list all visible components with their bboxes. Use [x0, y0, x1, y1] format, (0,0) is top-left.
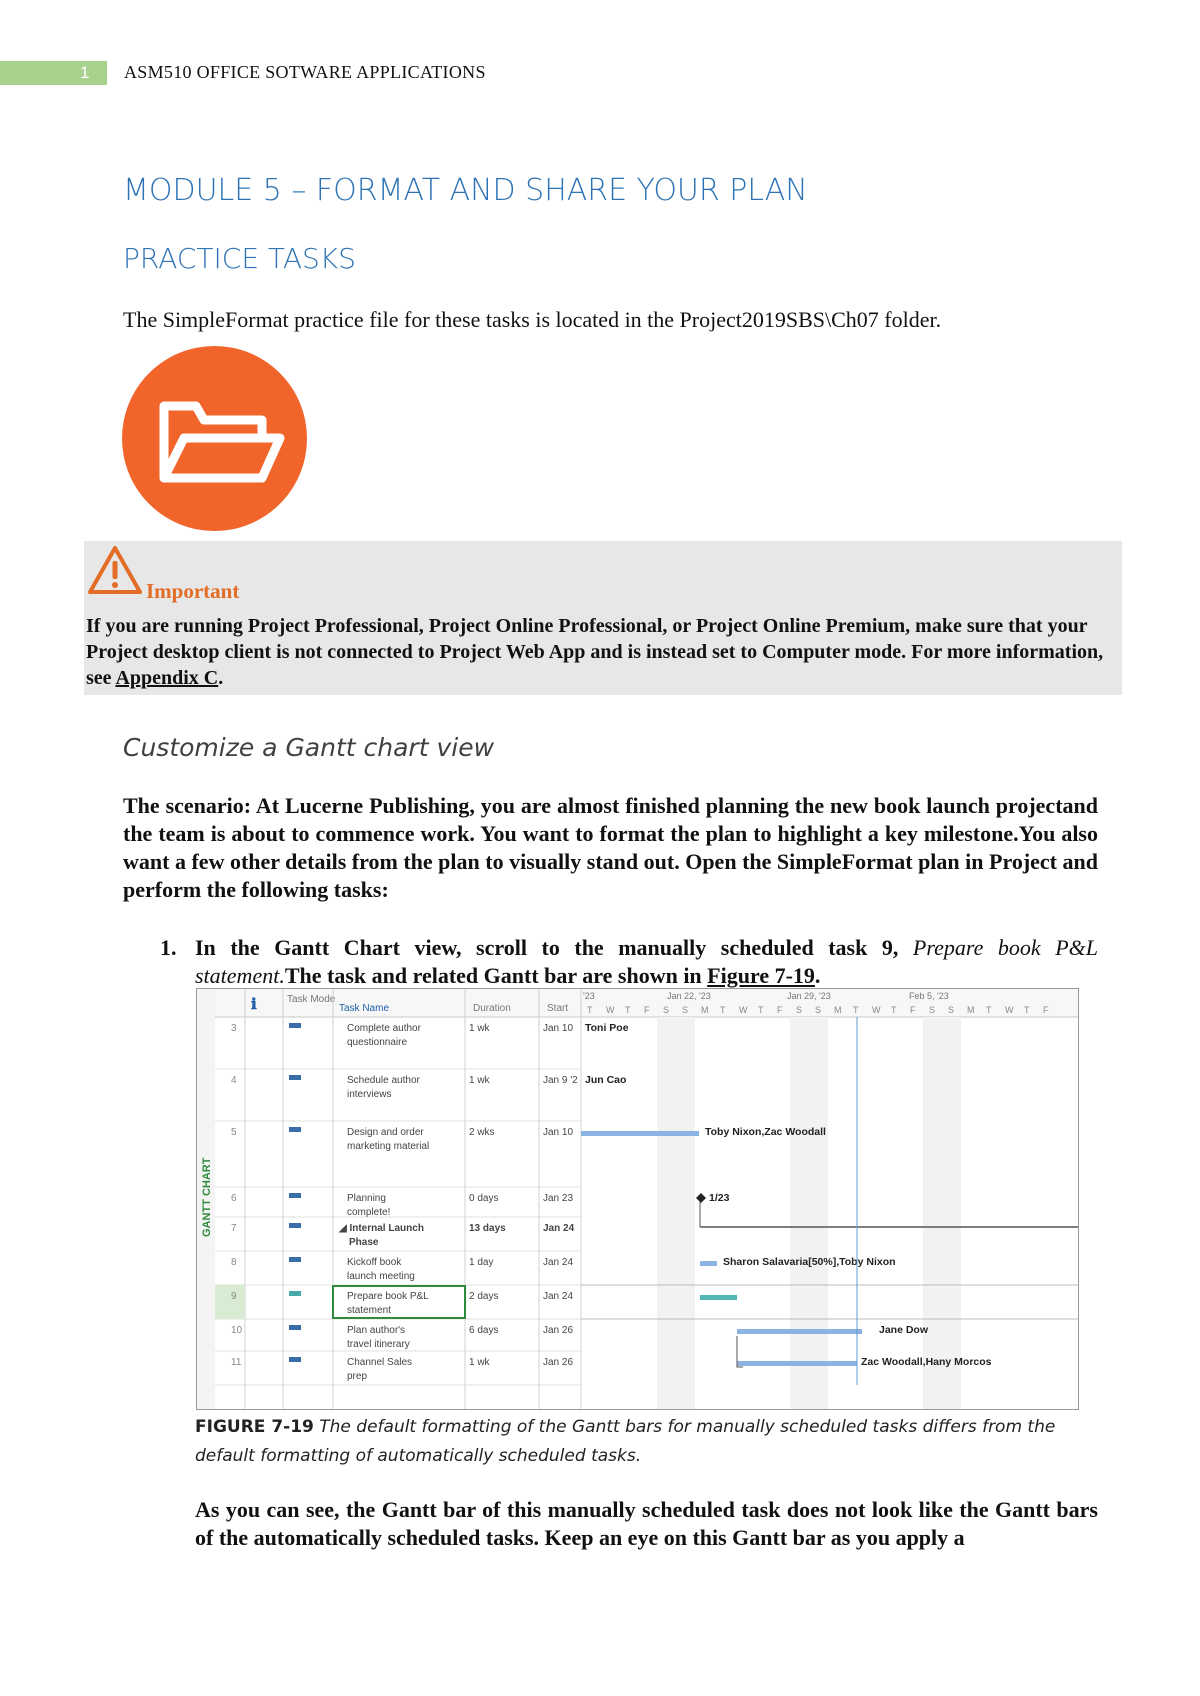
task-name: Channel Sales prep — [347, 1357, 413, 1382]
weekend-shade — [676, 1017, 695, 1409]
intro-text: The SimpleFormat practice file for these tasks is located in the Project2019SBS\Ch07 folder. — [123, 307, 942, 332]
gantt-chart — [197, 989, 1078, 1409]
task-name: Schedule author interviews — [347, 1075, 420, 1100]
timescale-day-label: M — [967, 1005, 975, 1015]
bar-resource-label: Jane Dow — [879, 1324, 929, 1336]
gantt-figure — [196, 988, 1079, 1410]
task-duration: 13 days — [469, 1223, 506, 1234]
task-name: Prepare book P&L statement — [347, 1291, 429, 1316]
timescale-day-label: F — [777, 1005, 783, 1015]
row-id: 7 — [231, 1223, 237, 1234]
timescale-day-label: F — [1043, 1005, 1049, 1015]
course-title: ASM510 OFFICE SOTWARE APPLICATIONS — [124, 62, 486, 82]
gantt-row — [215, 1192, 730, 1218]
timescale-day-label: M — [701, 1005, 709, 1015]
timescale-day-label: S — [929, 1005, 936, 1015]
timescale-week-label: Jan 22, '23 — [667, 991, 711, 1001]
step-text: In the Gantt Chart view, scroll to the manually scheduled task 9, Prepare book P&L statement.The task and related Gantt bar are shown in Figure 7-19. — [195, 935, 1098, 988]
bar-resource-label: Jun Cao — [585, 1074, 627, 1086]
gantt-bar — [700, 1261, 717, 1266]
row-id: 3 — [231, 1023, 237, 1034]
task-mode-icon — [289, 1023, 301, 1028]
timescale-day-label: S — [948, 1005, 955, 1015]
task-duration: 2 days — [469, 1291, 499, 1302]
gantt-bar — [700, 1295, 737, 1300]
timescale-day-label: W — [872, 1005, 881, 1015]
task-mode-icon — [289, 1075, 301, 1080]
milestone-diamond — [696, 1193, 706, 1203]
timescale-day-label: W — [1005, 1005, 1014, 1015]
task-name: Kickoff book launch meeting — [347, 1257, 415, 1282]
task-start: Jan 10 — [543, 1127, 574, 1138]
task-mode-icon — [289, 1325, 301, 1330]
timescale-day-label: S — [663, 1005, 670, 1015]
task-duration: 1 wk — [469, 1357, 490, 1368]
timescale-day-label: S — [815, 1005, 822, 1015]
scenario-paragraph: The scenario: At Lucerne Publishing, you are almost finished planning the new book launch projectand the team is about to commence work. You want to format the plan to highlight a key milestone.You also want a few other details from the plan to visually stand out. Open the SimpleFormat plan in Project and perform the following tasks: — [123, 793, 1098, 902]
section-title: PRACTICE TASKS — [123, 242, 356, 275]
gantt-row — [215, 1074, 626, 1121]
row-id: 6 — [231, 1193, 237, 1204]
appendix-link[interactable]: Appendix C — [115, 667, 219, 689]
task-duration: 6 days — [469, 1325, 499, 1336]
gantt-row — [215, 1126, 826, 1187]
bar-resource-label: Zac Woodall,Hany Morcos — [861, 1356, 992, 1368]
paragraph-2: As you can see, the Gantt bar of this manually scheduled task does not look like the Gantt bars of the automatically scheduled tasks. Keep an eye on this Gantt bar as you apply a — [195, 1497, 1098, 1550]
task-start: Jan 24 — [543, 1291, 574, 1302]
task-start: Jan 9 '2 — [543, 1075, 578, 1086]
timescale-week-label: '23 — [583, 991, 595, 1001]
task-mode-icon — [289, 1193, 301, 1198]
row-id: 11 — [231, 1357, 242, 1368]
important-text: If you are running Project Professional, Project Online Professional, or Project Online Premium, make sure that your Project desktop client is not connected to Project Web App and is instead set to Computer mode. For more information, see Appendix C. — [86, 615, 1104, 689]
step-number: 1. — [160, 935, 177, 960]
row-id: 5 — [231, 1127, 237, 1138]
task-mode-icon — [289, 1223, 301, 1228]
timescale-day-label: T — [891, 1005, 897, 1015]
figure-link[interactable]: Figure 7-19 — [707, 963, 815, 988]
figure-caption: FIGURE 7-19 The default formatting of the Gantt bars for manually scheduled tasks differs from the default formatting of automatically scheduled tasks. — [195, 1417, 1056, 1466]
timescale-day-label: F — [910, 1005, 916, 1015]
task-duration: 1 wk — [469, 1023, 490, 1034]
gantt-row — [215, 1022, 629, 1069]
task-duration: 1 wk — [469, 1075, 490, 1086]
timescale-day-label: W — [606, 1005, 615, 1015]
row-id: 9 — [231, 1291, 237, 1302]
timescale-day-label: W — [739, 1005, 748, 1015]
weekend-shade — [923, 1017, 942, 1409]
col-start: Start — [547, 1003, 569, 1014]
timescale-day-label: F — [644, 1005, 650, 1015]
info-column-icon: ℹ — [251, 996, 257, 1013]
gantt-bar — [581, 1131, 699, 1136]
task-name: ◢ Internal Launch Phase — [339, 1223, 424, 1248]
timescale-day-label: T — [853, 1005, 859, 1015]
task-mode-icon — [289, 1291, 301, 1296]
row-id: 4 — [231, 1075, 237, 1086]
col-task-mode: Task Mode — [287, 994, 336, 1005]
task-start: Jan 24 — [543, 1257, 574, 1268]
timescale-day-label: T — [625, 1005, 631, 1015]
weekend-shade — [809, 1017, 828, 1409]
bar-resource-label: 1/23 — [709, 1192, 730, 1204]
gantt-bar — [737, 1361, 857, 1366]
task-start: Jan 10 — [543, 1023, 574, 1034]
timescale-day-label: M — [834, 1005, 842, 1015]
folder-open-icon — [122, 346, 307, 531]
task-duration: 2 wks — [469, 1127, 495, 1138]
gantt-bar — [737, 1329, 862, 1334]
module-title: MODULE 5 – FORMAT AND SHARE YOUR PLAN — [123, 173, 808, 208]
subheading: Customize a Gantt chart view — [123, 733, 495, 762]
task-duration: 0 days — [469, 1193, 499, 1204]
task-start: Jan 24 — [543, 1223, 575, 1234]
row-id: 8 — [231, 1257, 237, 1268]
timescale-day-label: S — [682, 1005, 689, 1015]
task-mode-icon — [289, 1257, 301, 1262]
task-start: Jan 26 — [543, 1325, 574, 1336]
weekend-shade — [657, 1017, 676, 1409]
timescale-week-label: Feb 5, '23 — [909, 991, 949, 1001]
task-start: Jan 26 — [543, 1357, 574, 1368]
timescale-day-label: T — [758, 1005, 764, 1015]
warning-icon — [86, 544, 144, 600]
bar-resource-label: Toby Nixon,Zac Woodall — [705, 1126, 826, 1138]
task-mode-icon — [289, 1127, 301, 1132]
timescale-day-label: T — [986, 1005, 992, 1015]
timescale-day-label: T — [1024, 1005, 1030, 1015]
task-start: Jan 23 — [543, 1193, 574, 1204]
timescale-week-label: Jan 29, '23 — [787, 991, 831, 1001]
col-task-name: Task Name — [339, 1003, 390, 1014]
task-name: Plan author's travel itinerary — [347, 1325, 410, 1350]
task-name: Planning complete! — [347, 1193, 391, 1218]
timescale-day-label: S — [796, 1005, 803, 1015]
gantt-row — [215, 1356, 992, 1385]
col-duration: Duration — [473, 1003, 511, 1014]
task-duration: 1 day — [469, 1257, 494, 1268]
task-name: Design and order marketing material — [347, 1127, 430, 1152]
timescale-day-label: T — [587, 1005, 593, 1015]
task-mode-icon — [289, 1357, 301, 1362]
gantt-side-label: GANTT CHART — [201, 1157, 213, 1237]
bar-resource-label: Sharon Salavaria[50%],Toby Nixon — [723, 1256, 896, 1268]
bar-resource-label: Toni Poe — [585, 1022, 629, 1034]
timescale-day-label: T — [720, 1005, 726, 1015]
page-number: 1 — [80, 63, 90, 82]
important-label: Important — [146, 579, 240, 603]
weekend-shade — [942, 1017, 961, 1409]
weekend-shade — [790, 1017, 809, 1409]
row-id: 10 — [231, 1325, 243, 1336]
task-name: Complete author questionnaire — [347, 1023, 421, 1048]
